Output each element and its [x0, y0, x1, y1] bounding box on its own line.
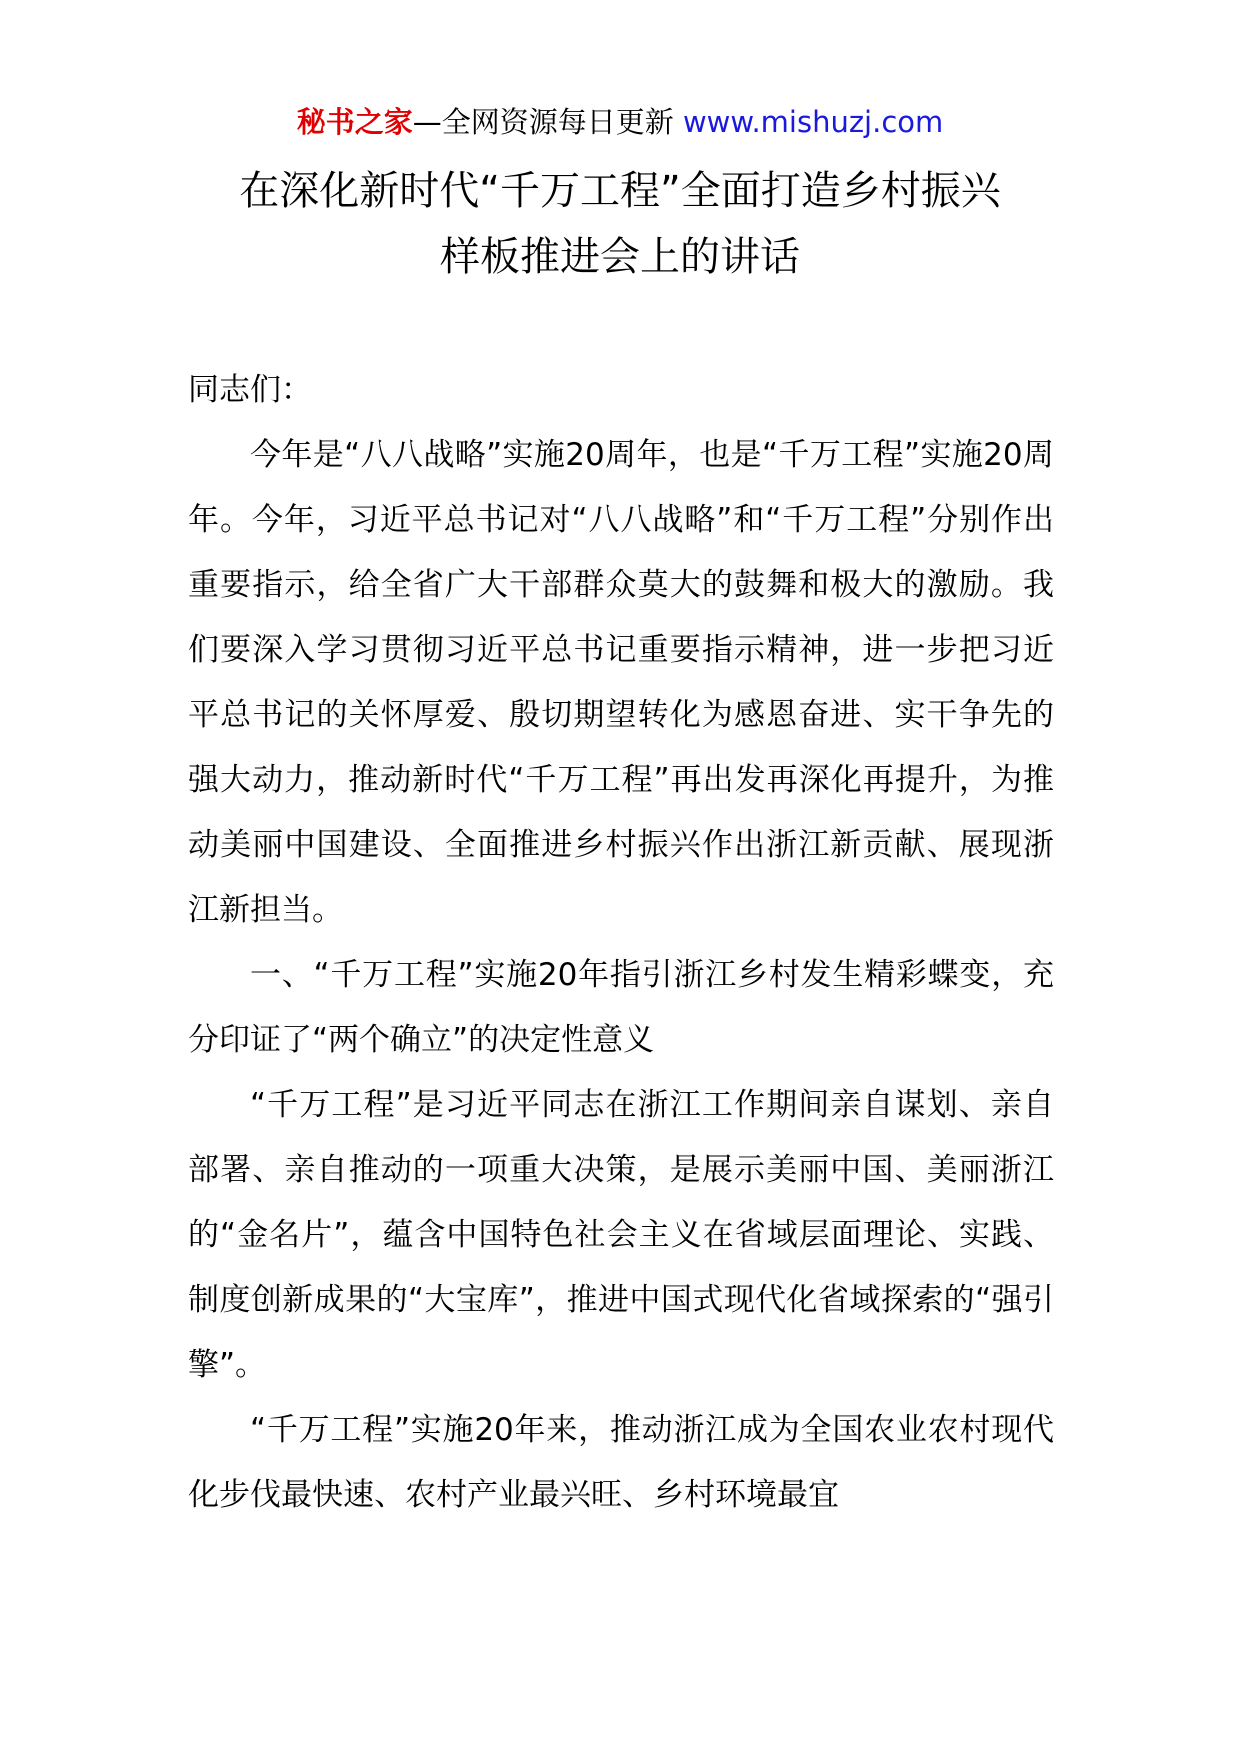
header-slogan: —全网资源每日更新 [412, 105, 674, 139]
title-line-1: 在深化新时代“千万工程”全面打造乡村振兴 [239, 168, 1001, 214]
salutation: 同志们： [188, 372, 312, 408]
document-body [188, 358, 1054, 1528]
paragraph-2: “千万工程”是习近平同志在浙江工作期间亲自谋划、亲自部署、亲自推动的一项重大决策，是展示美丽中国、美丽浙江的“金名片”，蕴含中国特色社会主义在省域层面理论、实践、制度创新成果的“大宝库”，推进中国式现代化省域探索的“强引擎”。 [188, 1087, 1054, 1383]
section-heading-1: 一、“千万工程”实施20年指引浙江乡村发生精彩蝶变，充分印证了“两个确立”的决定性意义 [188, 957, 1054, 1058]
paragraph-3: “千万工程”实施20年来，推动浙江成为全国农业农村现代化步伐最快速、农村产业最兴旺、乡村环境最宜 [188, 1412, 1054, 1513]
brand-name: 秘书之家 [296, 105, 413, 139]
document-title [0, 158, 1240, 290]
title-line-2: 样板推进会上的讲话 [440, 234, 800, 280]
website-link[interactable]: www.mishuzj.com [682, 105, 944, 139]
header-banner [0, 100, 1240, 144]
paragraph-intro: 今年是“八八战略”实施20周年，也是“千万工程”实施20周年。今年，习近平总书记对“八八战略”和“千万工程”分别作出重要指示，给全省广大干部群众莫大的鼓舞和极大的激励。我们要深入学习贯彻习近平总书记重要指示精神，进一步把习近平总书记的关怀厚爱、殷切期望转化为感恩奋进、实干争先的强大动力，推动新时代“千万工程”再出发再深化再提升，为推动美丽中国建设、全面推进乡村振兴作出浙江新贡献、展现浙江新担当。 [188, 437, 1054, 928]
